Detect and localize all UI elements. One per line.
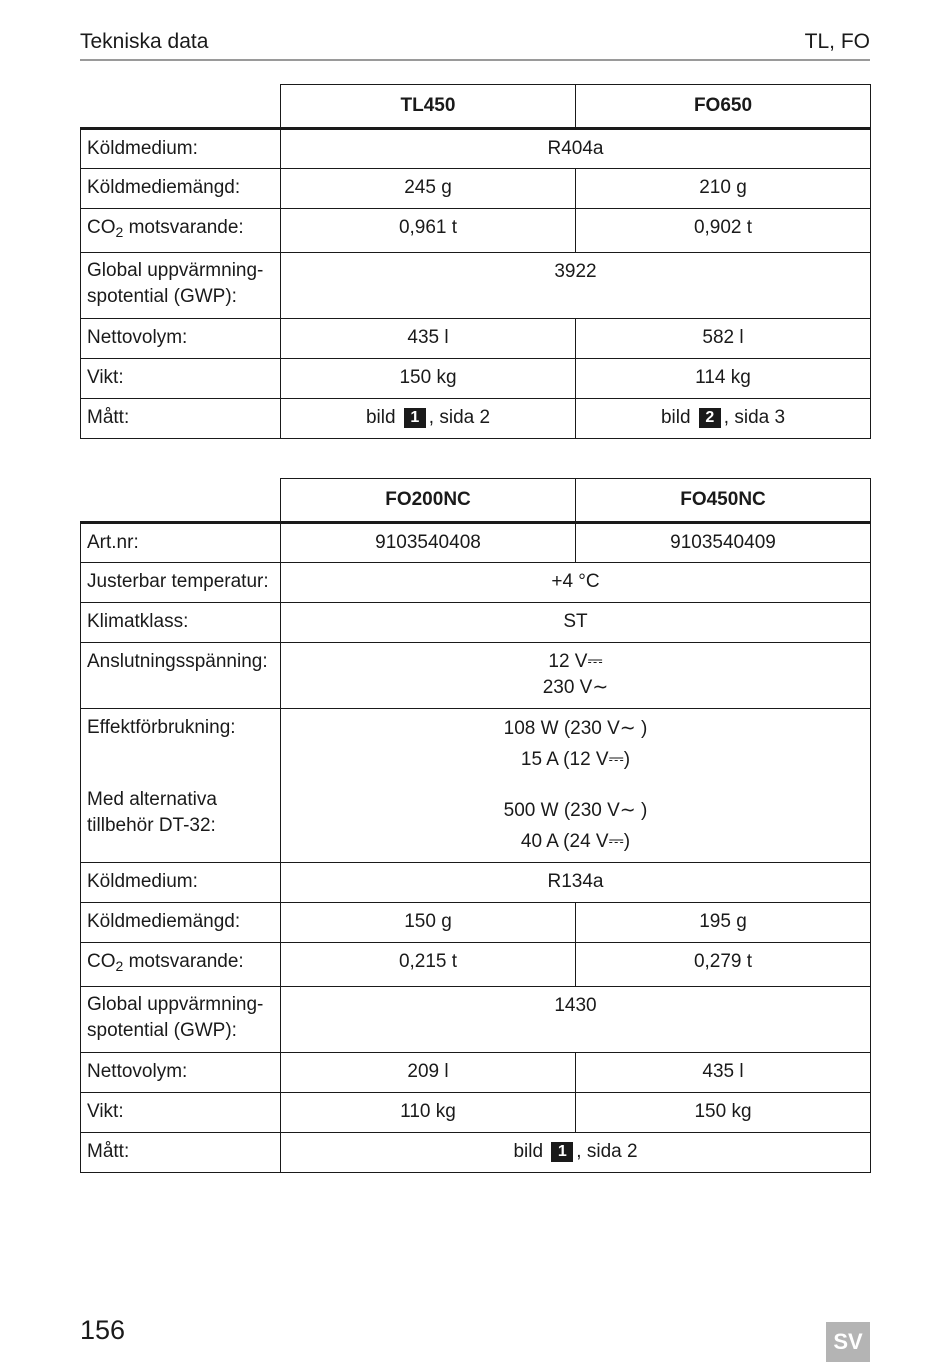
row-gwp — [81, 987, 871, 1053]
row-nettovolym — [81, 319, 871, 359]
model-range: TL, FO — [804, 30, 870, 53]
label-line: Med alternativa — [87, 789, 217, 810]
row-label — [81, 209, 281, 253]
header-rule — [80, 59, 870, 61]
row-matt — [81, 1133, 871, 1173]
row-vikt — [81, 359, 871, 399]
cell-value: R134a — [281, 863, 871, 903]
figure-ref-text: bild — [513, 1141, 544, 1162]
header-blank-cell — [81, 85, 281, 129]
label-line: tillbehör DT-32: — [87, 815, 216, 836]
power-ac: 108 W (230 V∼ ) — [503, 718, 648, 739]
section-title: Tekniska data — [80, 30, 209, 53]
row-label — [81, 253, 281, 319]
cell-value: 245 g — [281, 169, 576, 209]
cell-value: 150 kg — [576, 1093, 871, 1133]
cell-value: 9103540408 — [281, 523, 576, 563]
row-label: Art.nr: — [81, 523, 281, 563]
figure-number-badge: 1 — [404, 408, 426, 428]
label-line: Effektförbrukning: — [87, 717, 236, 738]
row-temperatur — [81, 563, 871, 603]
spec-table-fo200nc-fo450nc — [80, 478, 871, 1173]
row-co2 — [81, 943, 871, 987]
spec-table-tl450-fo650 — [80, 84, 871, 439]
figure-ref-text: bild — [660, 407, 691, 428]
row-koldmediemangd — [81, 903, 871, 943]
cell-value — [281, 399, 576, 439]
cell-value: 114 kg — [576, 359, 871, 399]
row-label: Köldmediemängd: — [81, 169, 281, 209]
cell-value: 195 g — [576, 903, 871, 943]
row-label: Nettovolym: — [81, 1053, 281, 1093]
cell-value: 582 l — [576, 319, 871, 359]
column-header-fo650: FO650 — [576, 85, 871, 129]
page-ref-text: , sida 2 — [576, 1141, 638, 1162]
row-vikt — [81, 1093, 871, 1133]
cell-value: +4 °C — [281, 563, 871, 603]
cell-value — [576, 399, 871, 439]
row-label: Klimatklass: — [81, 603, 281, 643]
co2-text: CO — [87, 951, 116, 972]
label-line: spotential (GWP): — [87, 286, 237, 307]
cell-value: ST — [281, 603, 871, 643]
row-label: Vikt: — [81, 359, 281, 399]
row-label — [81, 987, 281, 1053]
cell-value: 150 kg — [281, 359, 576, 399]
cell-value: 435 l — [281, 319, 576, 359]
row-artnr — [81, 523, 871, 563]
row-effektforbrukning — [81, 709, 871, 863]
column-header-fo200nc: FO200NC — [281, 479, 576, 523]
cell-value: 3922 — [281, 253, 871, 319]
voltage-dc: 12 V⎓ — [548, 651, 603, 672]
row-label: Vikt: — [81, 1093, 281, 1133]
row-klimatklass — [81, 603, 871, 643]
power-ac-alt: 500 W (230 V∼ ) — [503, 800, 648, 821]
row-gwp — [81, 253, 871, 319]
cell-value: 0,279 t — [576, 943, 871, 987]
page-ref-text: , sida 2 — [428, 407, 491, 428]
row-label — [81, 709, 281, 863]
figure-number-badge: 2 — [699, 408, 721, 428]
cell-value: 209 l — [281, 1053, 576, 1093]
cell-value: 0,215 t — [281, 943, 576, 987]
row-label: Mått: — [81, 1133, 281, 1173]
row-label: Justerbar temperatur: — [81, 563, 281, 603]
row-label: Nettovolym: — [81, 319, 281, 359]
header-blank-cell — [81, 479, 281, 523]
row-label: Anslutningsspänning: — [81, 643, 281, 709]
row-matt — [81, 399, 871, 439]
current-dc: 15 A (12 V⎓) — [520, 749, 631, 770]
voltage-ac: 230 V∼ — [542, 677, 609, 698]
subscript: 2 — [115, 224, 124, 240]
current-dc-alt: 40 A (24 V⎓) — [520, 831, 631, 852]
co2-rest: motsvarande: — [123, 217, 244, 238]
row-label: Köldmedium: — [81, 863, 281, 903]
subscript: 2 — [115, 958, 124, 974]
language-badge: SV — [826, 1322, 870, 1362]
co2-text: CO — [87, 217, 116, 238]
page-ref-text: , sida 3 — [723, 407, 786, 428]
cell-value: R404a — [281, 129, 871, 169]
co2-rest: motsvarande: — [123, 951, 244, 972]
label-line: Global uppvärmning- — [87, 260, 264, 281]
row-label: Köldmediemängd: — [81, 903, 281, 943]
row-label — [81, 943, 281, 987]
page-number: 156 — [80, 1315, 126, 1345]
row-co2 — [81, 209, 871, 253]
row-label: Mått: — [81, 399, 281, 439]
cell-value — [281, 1133, 871, 1173]
cell-value: 150 g — [281, 903, 576, 943]
row-koldmedium — [81, 863, 871, 903]
column-header-fo450nc: FO450NC — [576, 479, 871, 523]
row-koldmediemangd — [81, 169, 871, 209]
cell-value — [281, 643, 871, 709]
figure-ref-text: bild — [365, 407, 396, 428]
cell-value: 0,902 t — [576, 209, 871, 253]
cell-value: 110 kg — [281, 1093, 576, 1133]
row-nettovolym — [81, 1053, 871, 1093]
label-line: spotential (GWP): — [87, 1020, 237, 1041]
figure-number-badge: 1 — [551, 1142, 573, 1162]
cell-value — [281, 709, 871, 863]
cell-value: 0,961 t — [281, 209, 576, 253]
row-koldmedium — [81, 129, 871, 169]
row-anslutningsspanning — [81, 643, 871, 709]
cell-value: 210 g — [576, 169, 871, 209]
label-line: Global uppvärmning- — [87, 994, 264, 1015]
column-header-tl450: TL450 — [281, 85, 576, 129]
cell-value: 1430 — [281, 987, 871, 1053]
row-label: Köldmedium: — [81, 129, 281, 169]
cell-value: 9103540409 — [576, 523, 871, 563]
cell-value: 435 l — [576, 1053, 871, 1093]
